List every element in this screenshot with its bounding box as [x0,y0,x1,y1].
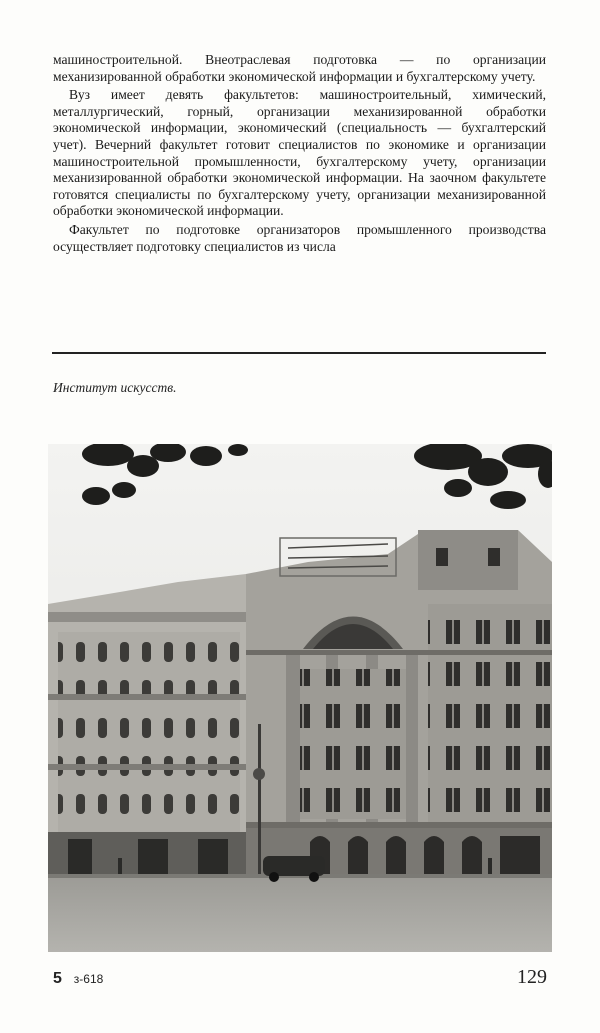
photo-caption: Институт искусств. [53,380,177,395]
printer-signature [53,970,103,988]
body-text [53,52,546,255]
paragraph-1: машиностроительной. Внеотраслевая подготовка — по организации механизированной обработки экономической информации и бухгалтерскому учету. [53,52,546,84]
building-photo [48,444,552,952]
paragraph-2: Вуз имеет девять факультетов: машиностроительный, химический, металлургический, горный, организации механизированной обработки экономической информации, экономический (специальность — бухгалтерский учет). Вечерний факультет готовит специалистов по экономике и организации машиностроительной промышленности, бухгалтерскому учету, организации механизированной обработки экономической информации. На заочном факультете готовятся специалисты по бухгалтерскому учету, организации механизированной обработки экономической информации. [53,87,546,219]
paragraph-3: Факультет по подготовке организаторов промышленного производства осуществляет подготовку специалистов из числа [53,221,546,254]
horizontal-rule [52,352,546,354]
signature-code: з-618 [73,972,104,986]
signature-mark: 5 [53,970,62,987]
page-number: 129 [517,966,547,988]
